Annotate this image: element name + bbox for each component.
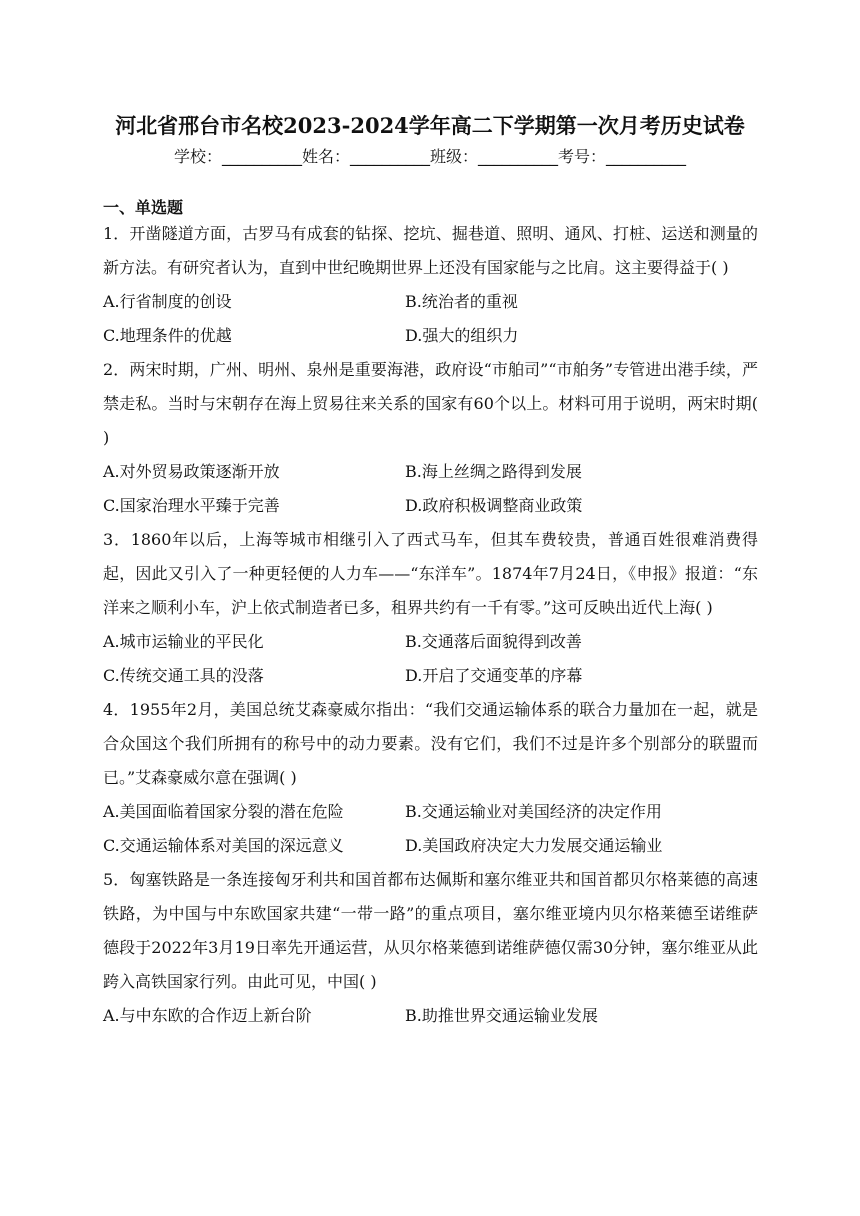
option-a: A.城市运输业的平民化 <box>103 632 264 651</box>
question-5 <box>103 863 758 1033</box>
option-b: B.交通落后面貌得到改善 <box>405 632 582 651</box>
options <box>103 455 758 523</box>
option-d: D.美国政府决定大力发展交通运输业 <box>405 836 663 855</box>
question-stem: 4．1955年2月，美国总统艾森豪威尔指出：“我们交通运输体系的联合力量加在一起，就是合众国这个我们所拥有的称号中的动力要素。没有它们，我们不过是许多个别部分的联盟而已。”艾森豪威尔意在强调( ) <box>103 700 758 787</box>
options <box>103 795 758 863</box>
option-c: C.传统交通工具的没落 <box>103 666 264 685</box>
option-a: A.行省制度的创设 <box>103 292 232 311</box>
student-info-line: 学校：__________姓名：__________班级：__________考号：__________ <box>173 147 686 166</box>
question-2 <box>103 353 758 523</box>
question-stem: 5．匈塞铁路是一条连接匈牙利共和国首都布达佩斯和塞尔维亚共和国首都贝尔格莱德的高速铁路，为中国与中东欧国家共建“一带一路”的重点项目，塞尔维亚境内贝尔格莱德至诺维萨德段于2022年3月19日率先开通运营，从贝尔格莱德到诺维萨德仅需30分钟，塞尔维亚从此跨入高铁国家行列。由此可见，中国( ) <box>103 870 758 991</box>
option-b: B.交通运输业对美国经济的决定作用 <box>405 802 662 821</box>
option-c: C.国家治理水平臻于完善 <box>103 496 280 515</box>
exam-title: 河北省邢台市名校2023-2024学年高二下学期第一次月考历史试卷 <box>115 113 745 138</box>
question-list <box>103 217 758 1033</box>
option-a: A.美国面临着国家分裂的潜在危险 <box>103 802 344 821</box>
option-a: A.对外贸易政策逐渐开放 <box>103 462 280 481</box>
option-a: A.与中东欧的合作迈上新台阶 <box>103 1006 312 1025</box>
section-heading: 一、单选题 <box>103 198 184 217</box>
question-stem: 2．两宋时期，广州、明州、泉州是重要海港，政府设“市舶司”“市舶务”专管进出港手续，严禁走私。当时与宋朝存在海上贸易往来关系的国家有60个以上。材料可用于说明，两宋时期( ) <box>103 360 758 447</box>
options <box>103 999 758 1033</box>
question-1 <box>103 217 758 353</box>
question-3 <box>103 523 758 693</box>
option-d: D.开启了交通变革的序幕 <box>405 666 583 685</box>
option-d: D.强大的组织力 <box>405 326 519 345</box>
options <box>103 625 758 693</box>
question-stem: 1．开凿隧道方面，古罗马有成套的钻探、挖坑、掘巷道、照明、通风、打桩、运送和测量的新方法。有研究者认为，直到中世纪晚期世界上还没有国家能与之比肩。这主要得益于( ) <box>103 224 758 277</box>
option-b: B.海上丝绸之路得到发展 <box>405 462 582 481</box>
options <box>103 285 758 353</box>
question-stem: 3．1860年以后，上海等城市相继引入了西式马车，但其车费较贵，普通百姓很难消费得起，因此又引入了一种更轻便的人力车——“东洋车”。1874年7月24日，《申报》报道：“东洋来之顺利小车，沪上依式制造者已多，租界共约有一千有零。”这可反映出近代上海( ) <box>103 530 758 617</box>
option-b: B.统治者的重视 <box>405 292 518 311</box>
option-d: D.政府积极调整商业政策 <box>405 496 583 515</box>
option-c: C.地理条件的优越 <box>103 326 232 345</box>
question-4 <box>103 693 758 863</box>
option-c: C.交通运输体系对美国的深远意义 <box>103 836 344 855</box>
option-b: B.助推世界交通运输业发展 <box>405 1006 598 1025</box>
